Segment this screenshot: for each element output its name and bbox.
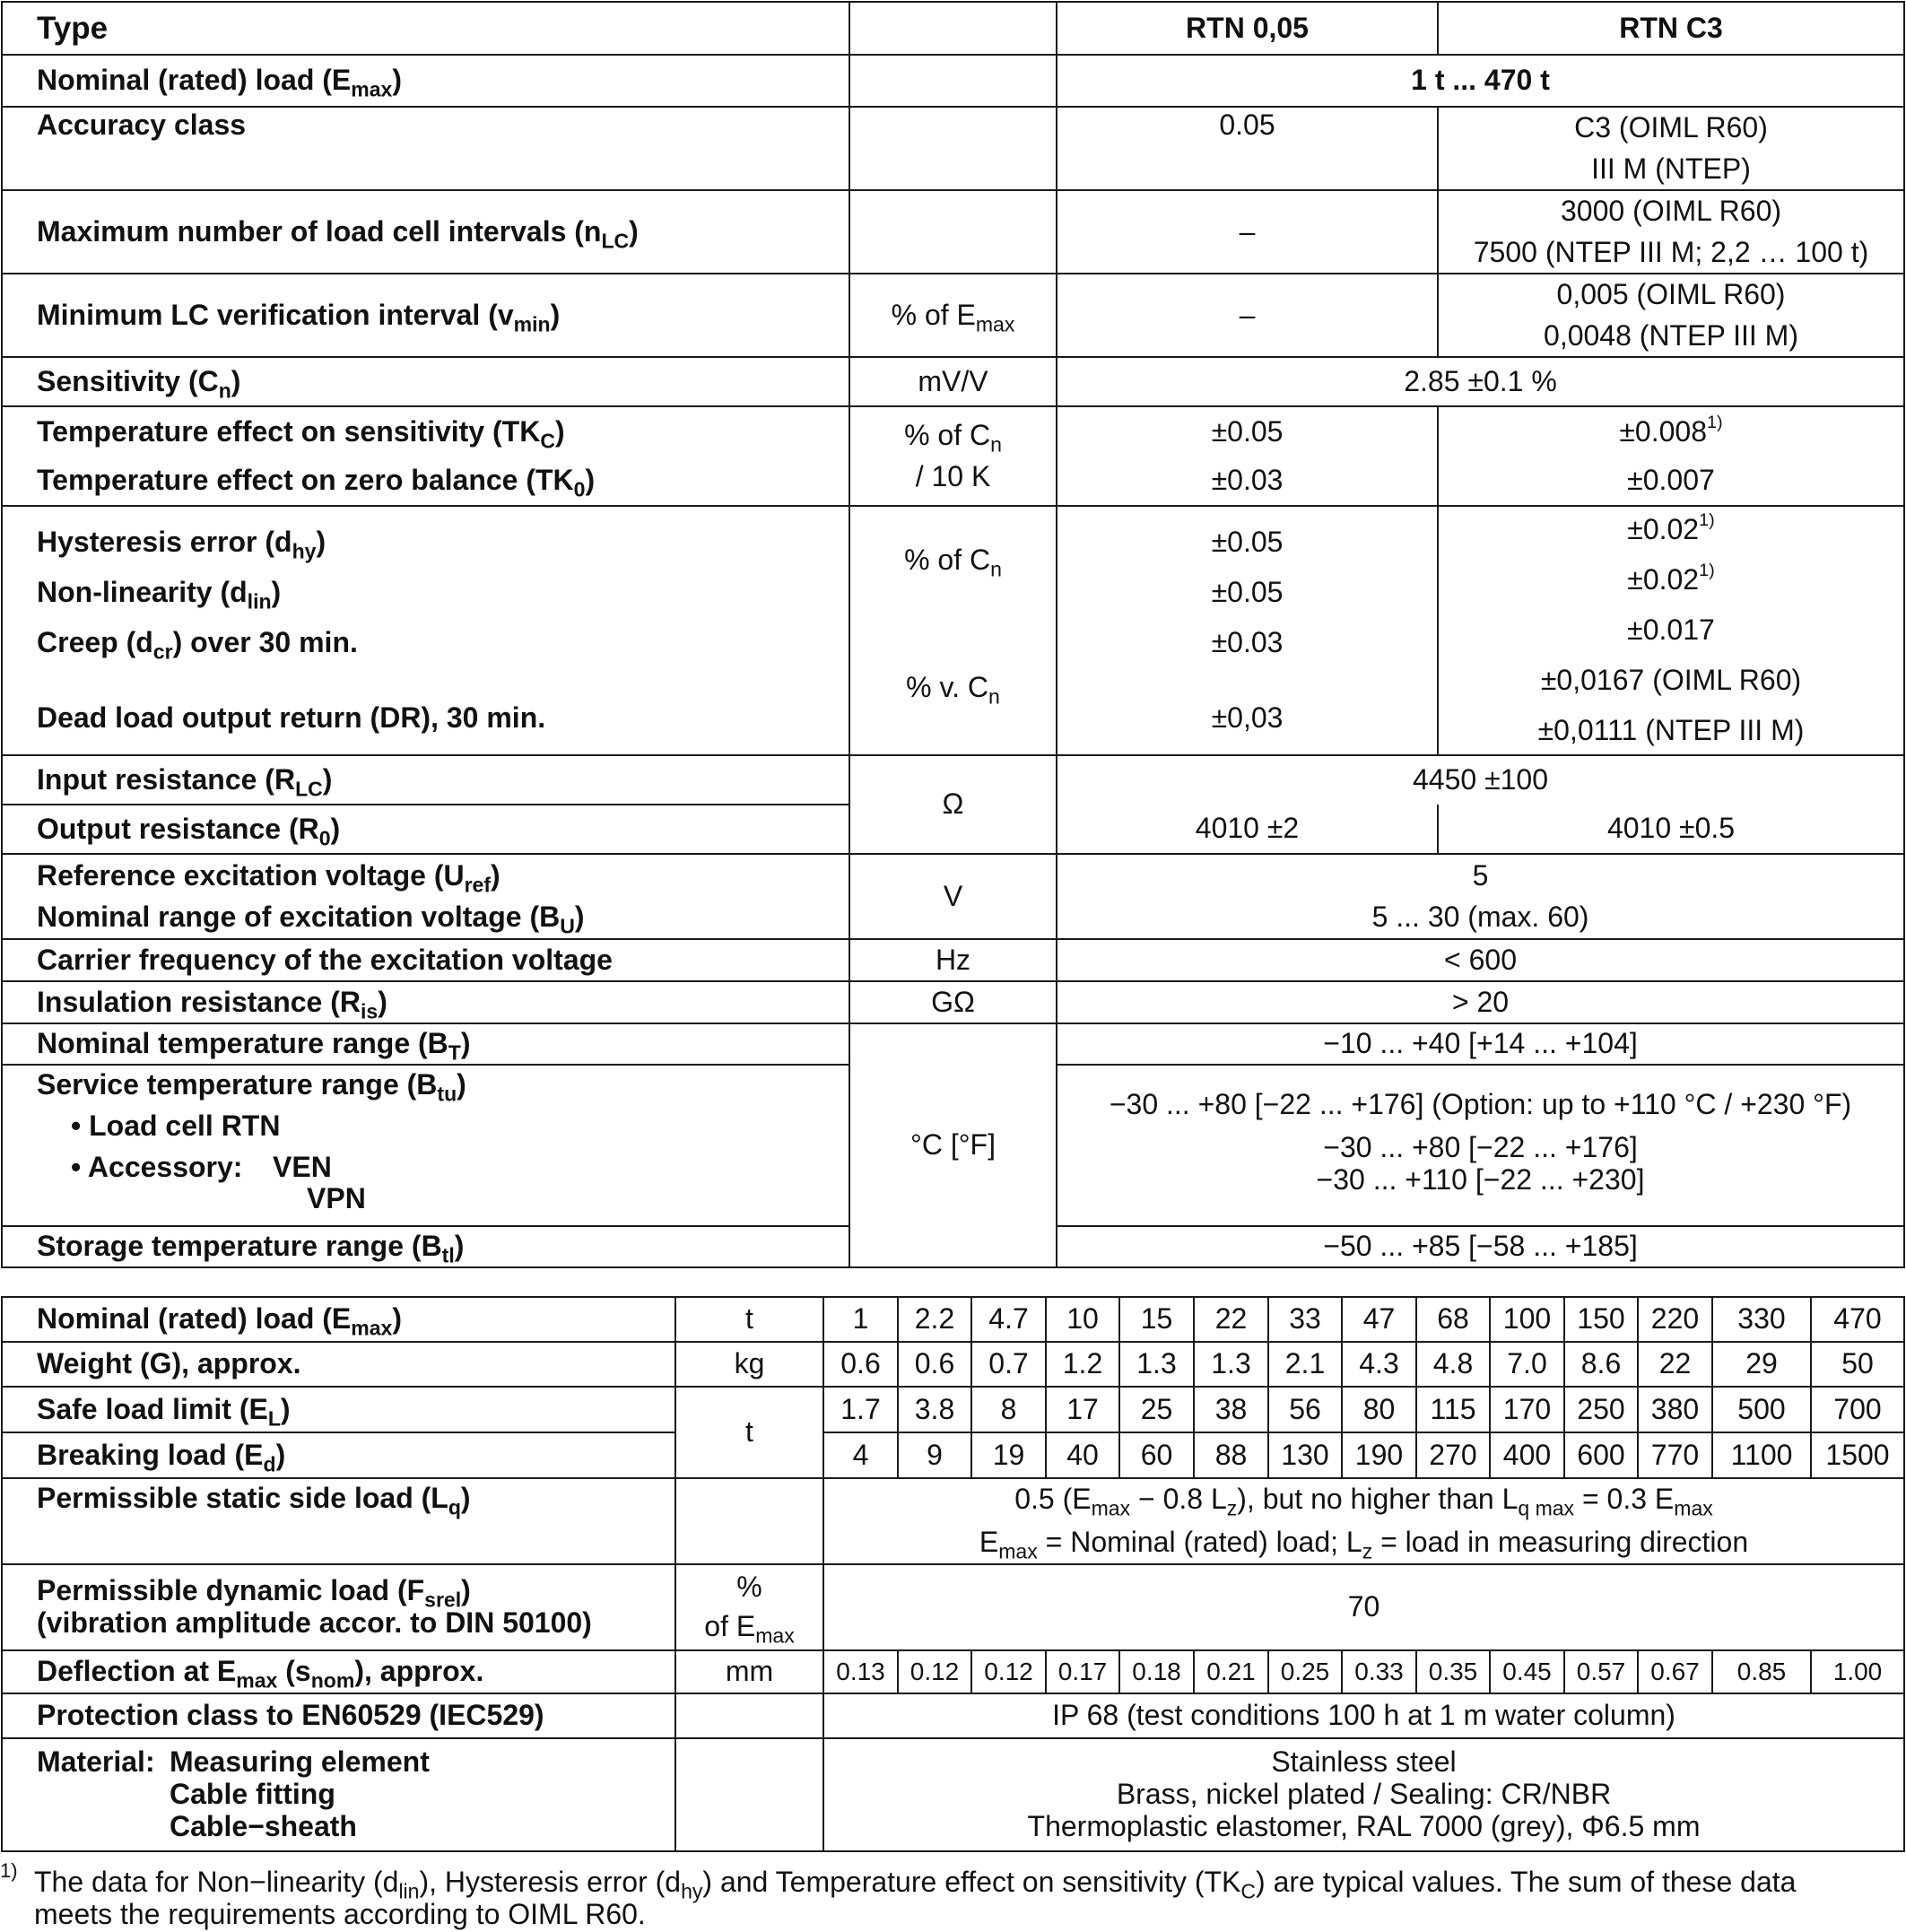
excitation-voltage-labels: Reference excitation voltage $(U_{ref})$ Nominal range of excitation voltage $(B_U)$ — [2, 854, 849, 939]
deflection-cell: 0.35 — [1416, 1650, 1490, 1693]
deflection-unit: mm — [675, 1650, 823, 1693]
safe-load-cell: 3.8 — [898, 1387, 971, 1432]
carrier-frequency-unit: Hz — [849, 939, 1057, 981]
weight-cell: 7.0 — [1490, 1342, 1564, 1387]
deflection-cell: 0.17 — [1046, 1650, 1119, 1693]
protection-value: IP 68 (test conditions 100 h at 1 m water column) — [823, 1693, 1904, 1738]
min-verification-b: 0,005 (OIML R60) 0,0048 (NTEP III M) — [1438, 274, 1904, 357]
service-temperature-labels: Service temperature range $(B_{tu})$ • Load cell RTN • Accessory: VEN VPN — [2, 1065, 849, 1226]
side-load-label: Permissible static side load $(L_q)$ — [2, 1478, 675, 1564]
safe-load-row — [2, 1387, 1904, 1432]
material-labels: Material: Measuring element Cable fitting Cable−sheath — [2, 1738, 675, 1851]
insulation-label: Insulation resistance $(R_{is})$ — [2, 981, 849, 1023]
breaking-load-cell: 4 — [823, 1432, 898, 1478]
weight-cell: 29 — [1712, 1342, 1811, 1387]
breaking-load-label: Breaking load $(E_d)$ — [2, 1432, 675, 1478]
temperature-effect-unit: % of $C_n$ / 10 K — [849, 406, 1057, 506]
safe-load-label: Safe load limit $(E_L)$ — [2, 1387, 675, 1432]
error-group-b: $\pm 0.02^{1)}$ $\pm 0.02^{1)}$ ±0.017 ±0,0167 (OIML R60) ±0,0111 (NTEP III M) — [1438, 506, 1904, 755]
dynamic-load-label: Permissible dynamic load $(F_{srel})$ (vibration amplitude accor. to DIN 50100) — [2, 1564, 675, 1650]
storage-temperature-value: −50 ... +85 [−58 ... +185] — [1057, 1226, 1904, 1267]
breaking-load-cell: 1500 — [1811, 1432, 1904, 1478]
min-verification-label: Minimum LC verification interval $(v_{min})$ — [2, 274, 849, 357]
side-load-value: 0.5 ($E_{max} - 0.8$ $L_z$), but no higher than $L_{q max} = 0.3$ $E_{max}$ $E_{max}$ = Nominal (rated) load; $L_z$ = load in measuring direction — [823, 1478, 1904, 1564]
safe-load-cell: 25 — [1119, 1387, 1194, 1432]
weight-cell: 1.3 — [1194, 1342, 1268, 1387]
breaking-load-cell: 88 — [1194, 1432, 1268, 1478]
weight-cell: 22 — [1638, 1342, 1712, 1387]
nominal-load-cell: 33 — [1268, 1297, 1342, 1342]
load-range-table — [1, 1296, 1905, 1852]
nominal-load-cell: 10 — [1046, 1297, 1119, 1342]
weight-cell: 8.6 — [1564, 1342, 1638, 1387]
weight-cell: 0.6 — [823, 1342, 898, 1387]
footnote-text: The data for Non−linearity $(d_{lin})$, Hysteresis error $(d_{hy})$ and Temperature effect on sensitivity $(TK_C)$ are typical values. The sum of these data meets the requirements according to OIML R60. — [34, 1866, 1797, 1931]
temperature-unit: °C [°F] — [849, 1023, 1057, 1267]
weight-label: Weight (G), approx. — [2, 1342, 675, 1387]
sensitivity-row — [2, 357, 1904, 406]
breaking-load-cell: 9 — [898, 1432, 971, 1478]
safe-load-cell: 500 — [1712, 1387, 1811, 1432]
max-intervals-a: – — [1057, 190, 1438, 274]
header-row — [2, 2, 1904, 55]
safe-load-cell: 170 — [1490, 1387, 1564, 1432]
error-group-row — [2, 506, 1904, 755]
breaking-load-cell: 1100 — [1712, 1432, 1811, 1478]
breaking-load-cell: 770 — [1638, 1432, 1712, 1478]
deflection-row — [2, 1650, 1904, 1693]
accuracy-row — [2, 107, 1904, 190]
footnote-mark: 1) — [0, 1859, 18, 1882]
safe-load-cell: 38 — [1194, 1387, 1268, 1432]
weight-cell: 2.1 — [1268, 1342, 1342, 1387]
temperature-effect-row — [2, 406, 1904, 506]
insulation-value: > 20 — [1057, 981, 1904, 1023]
unit-header — [849, 2, 1057, 55]
deflection-cell: 0.21 — [1194, 1650, 1268, 1693]
sensitivity-unit: mV/V — [849, 357, 1057, 406]
nominal-load-cell: 470 — [1811, 1297, 1904, 1342]
carrier-frequency-label: Carrier frequency of the excitation voltage — [2, 939, 849, 981]
nominal-load-cell: 100 — [1490, 1297, 1564, 1342]
weight-cell: 0.7 — [971, 1342, 1046, 1387]
excitation-voltage-row — [2, 854, 1904, 939]
deflection-cell: 0.12 — [971, 1650, 1046, 1693]
nominal-load-cell: 15 — [1119, 1297, 1194, 1342]
breaking-load-row — [2, 1432, 1904, 1478]
max-intervals-row — [2, 190, 1904, 274]
nominal-load-cell: 220 — [1638, 1297, 1712, 1342]
weight-row — [2, 1342, 1904, 1387]
deflection-cell: 1.00 — [1811, 1650, 1904, 1693]
deflection-cell: 0.12 — [898, 1650, 971, 1693]
temperature-effect-labels: Temperature effect on sensitivity $(TK_C)$ Temperature effect on zero balance $(TK_0)$ — [2, 406, 849, 506]
deflection-cell: 0.67 — [1638, 1650, 1712, 1693]
output-resistance-a: 4010 ±2 — [1057, 805, 1438, 854]
output-resistance-label: Output resistance $(R_0)$ — [2, 805, 849, 854]
weight-cell: 50 — [1811, 1342, 1904, 1387]
safe-load-cell: 380 — [1638, 1387, 1712, 1432]
nominal-load-value: 1 t ... 470 t — [1057, 55, 1904, 107]
dynamic-load-unit: % of $E_{max}$ — [675, 1564, 823, 1650]
weight-cell: 1.3 — [1119, 1342, 1194, 1387]
safe-load-cell: 115 — [1416, 1387, 1490, 1432]
breaking-load-cell: 130 — [1268, 1432, 1342, 1478]
weight-cell: 4.8 — [1416, 1342, 1490, 1387]
max-intervals-b: 3000 (OIML R60) 7500 (NTEP III M; 2,2 … 100 t) — [1438, 190, 1904, 274]
nominal-load-row — [2, 55, 1904, 107]
specifications-table — [1, 1, 1905, 1268]
breaking-load-cell: 40 — [1046, 1432, 1119, 1478]
accuracy-b: C3 (OIML R60) III M (NTEP) — [1438, 107, 1904, 190]
min-verification-a: – — [1057, 274, 1438, 357]
t2-nominal-load-row — [2, 1297, 1904, 1342]
min-verification-row — [2, 274, 1904, 357]
excitation-voltage-values: 5 5 ... 30 (max. 60) — [1057, 854, 1904, 939]
deflection-cell: 0.13 — [823, 1650, 898, 1693]
footnote — [0, 1859, 1906, 1931]
resistance-unit: Ω — [849, 755, 1057, 854]
nominal-load-cell: 150 — [1564, 1297, 1638, 1342]
safe-load-cell: 700 — [1811, 1387, 1904, 1432]
nominal-load-cell: 68 — [1416, 1297, 1490, 1342]
deflection-cell: 0.85 — [1712, 1650, 1811, 1693]
min-verification-unit: % of $E_{max}$ — [849, 274, 1057, 357]
protection-label: Protection class to EN60529 (IEC529) — [2, 1693, 675, 1738]
weight-cell: 4.3 — [1342, 1342, 1416, 1387]
carrier-frequency-row — [2, 939, 1904, 981]
type-header: Type — [2, 2, 849, 55]
t2-nominal-load-unit: t — [675, 1297, 823, 1342]
material-values: Stainless steel Brass, nickel plated / Sealing: CR/NBR Thermoplastic elastomer, RAL 7000 (grey), Φ6.5 mm — [823, 1738, 1904, 1851]
deflection-cell: 0.33 — [1342, 1650, 1416, 1693]
safe-load-cell: 56 — [1268, 1387, 1342, 1432]
excitation-voltage-unit: V — [849, 854, 1057, 939]
accuracy-a: 0.05 — [1057, 107, 1438, 190]
t2-nominal-load-label: Nominal (rated) load $(E_{max})$ — [2, 1297, 675, 1342]
protection-row — [2, 1693, 1904, 1738]
breaking-load-cell: 60 — [1119, 1432, 1194, 1478]
breaking-load-cell: 400 — [1490, 1432, 1564, 1478]
carrier-frequency-value: < 600 — [1057, 939, 1904, 981]
safe-load-cell: 8 — [971, 1387, 1046, 1432]
weight-cell: 1.2 — [1046, 1342, 1119, 1387]
dynamic-load-row — [2, 1564, 1904, 1650]
rtn-c3-header: RTN C3 — [1438, 2, 1904, 55]
sensitivity-value: 2.85 ±0.1 % — [1057, 357, 1904, 406]
output-resistance-b: 4010 ±0.5 — [1438, 805, 1904, 854]
safe-load-cell: 80 — [1342, 1387, 1416, 1432]
input-resistance-value: 4450 ±100 — [1057, 755, 1904, 805]
safe-load-cell: 250 — [1564, 1387, 1638, 1432]
breaking-load-cell: 270 — [1416, 1432, 1490, 1478]
nominal-load-cell: 2.2 — [898, 1297, 971, 1342]
accuracy-label: Accuracy class — [2, 107, 849, 190]
nominal-temperature-value: −10 ... +40 [+14 ... +104] — [1057, 1023, 1904, 1065]
nominal-temperature-row — [2, 1023, 1904, 1065]
storage-temperature-label: Storage temperature range $(B_{tl})$ — [2, 1226, 849, 1267]
weight-unit: kg — [675, 1342, 823, 1387]
rtn-005-header: RTN 0,05 — [1057, 2, 1438, 55]
deflection-cell: 0.45 — [1490, 1650, 1564, 1693]
dynamic-load-value: 70 — [823, 1564, 1904, 1650]
deflection-label: Deflection at $E_{max}$ $(s_{nom})$, approx. — [2, 1650, 675, 1693]
sensitivity-label: Sensitivity $(C_n)$ — [2, 357, 849, 406]
temperature-effect-a: ±0.05 ±0.03 — [1057, 406, 1438, 506]
max-intervals-label: Maximum number of load cell intervals $(n_{LC})$ — [2, 190, 849, 274]
input-resistance-row — [2, 755, 1904, 805]
nominal-load-cell: 330 — [1712, 1297, 1811, 1342]
deflection-cell: 0.57 — [1564, 1650, 1638, 1693]
nominal-load-cell: 1 — [823, 1297, 898, 1342]
breaking-load-cell: 600 — [1564, 1432, 1638, 1478]
nominal-load-cell: 4.7 — [971, 1297, 1046, 1342]
insulation-row — [2, 981, 1904, 1023]
safe-load-cell: 1.7 — [823, 1387, 898, 1432]
error-group-labels: Hysteresis error $(d_{hy})$ Non-linearity $(d_{lin})$ Creep $(d_{cr})$ over 30 min. Dead load output return (DR), 30 min. — [2, 506, 849, 755]
weight-cell: 0.6 — [898, 1342, 971, 1387]
insulation-unit: GΩ — [849, 981, 1057, 1023]
error-group-unit: % of $C_n$ % v. $C_n$ — [849, 506, 1057, 755]
nominal-load-label: Nominal (rated) load $(E_{max})$ — [2, 55, 849, 107]
deflection-cell: 0.18 — [1119, 1650, 1194, 1693]
temperature-effect-b: $\pm 0.008^{1)}$ ±0.007 — [1438, 406, 1904, 506]
error-group-a: ±0.05 ±0.05 ±0.03 ±0,03 — [1057, 506, 1438, 755]
nominal-load-cell: 22 — [1194, 1297, 1268, 1342]
breaking-load-cell: 19 — [971, 1432, 1046, 1478]
service-temperature-values: −30 ... +80 [−22 ... +176] (Option: up to +110 °C / +230 °F) −30 ... +80 [−22 ... +176] −30 ... +110 [−22 ... +230] — [1057, 1065, 1904, 1226]
nominal-load-cell: 47 — [1342, 1297, 1416, 1342]
safe-load-cell: 17 — [1046, 1387, 1119, 1432]
input-resistance-label: Input resistance $(R_{LC})$ — [2, 755, 849, 805]
load-limit-unit: t — [675, 1387, 823, 1478]
deflection-cell: 0.25 — [1268, 1650, 1342, 1693]
side-load-row — [2, 1478, 1904, 1564]
material-row — [2, 1738, 1904, 1851]
breaking-load-cell: 190 — [1342, 1432, 1416, 1478]
nominal-temperature-label: Nominal temperature range $(B_T)$ — [2, 1023, 849, 1065]
